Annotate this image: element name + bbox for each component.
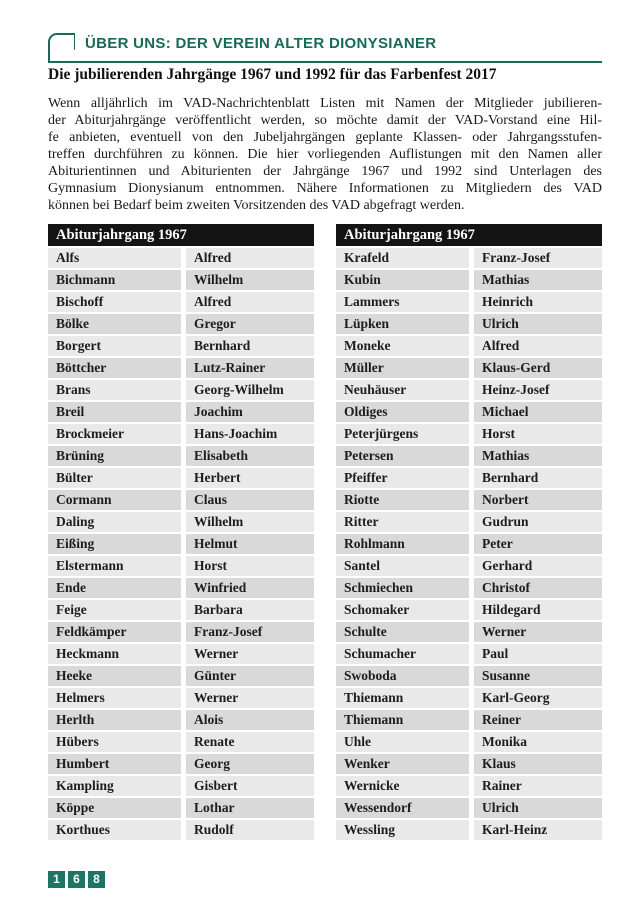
lastname-cell: Borgert [48,336,181,356]
firstname-cell: Franz-Josef [474,248,602,268]
table-row [48,666,314,686]
lastname-cell: Hübers [48,732,181,752]
lastname-cell: Daling [48,512,181,532]
firstname-cell: Alfred [186,292,314,312]
section-header-title: ÜBER UNS: DER VEREIN ALTER DIONYSIANER [85,35,437,52]
firstname-cell: Günter [186,666,314,686]
firstname-cell: Lothar [186,798,314,818]
table-row [48,776,314,796]
page-number-digit: 8 [88,871,105,888]
firstname-cell: Joachim [186,402,314,422]
header-divider [48,61,602,63]
lastname-cell: Moneke [336,336,469,356]
table-row [336,600,602,620]
lastname-cell: Bölke [48,314,181,334]
firstname-cell: Peter [474,534,602,554]
firstname-cell: Mathias [474,270,602,290]
table-row [336,710,602,730]
firstname-cell: Norbert [474,490,602,510]
firstname-cell: Werner [474,622,602,642]
table-row [48,600,314,620]
table-row [336,798,602,818]
firstname-cell: Elisabeth [186,446,314,466]
firstname-cell: Bernhard [186,336,314,356]
firstname-cell: Heinz-Josef [474,380,602,400]
table-abiturjahrgang-1967-left [48,224,314,840]
lastname-cell: Breil [48,402,181,422]
table-row [336,688,602,708]
firstname-cell: Wilhelm [186,512,314,532]
table-row [48,248,314,268]
lastname-cell: Rohlmann [336,534,469,554]
firstname-cell: Klaus [474,754,602,774]
lastname-cell: Wessling [336,820,469,840]
lastname-cell: Herlth [48,710,181,730]
table-row [48,380,314,400]
paragraph-line: Gymnasium Dionysianum entnommen. Nähere Informationen zu Mitgliedern des VAD [48,181,602,196]
firstname-cell: Reiner [474,710,602,730]
table-row [48,644,314,664]
firstname-cell: Rudolf [186,820,314,840]
firstname-cell: Karl-Heinz [474,820,602,840]
article-title: Die jubilierenden Jahrgänge 1967 und 1992 für das Farbenfest 2017 [48,66,497,83]
firstname-cell: Rainer [474,776,602,796]
lastname-cell: Müller [336,358,469,378]
tables-container [48,224,602,840]
table-row [48,446,314,466]
firstname-cell: Ulrich [474,798,602,818]
table-row [336,556,602,576]
table-row [336,644,602,664]
table-row [48,512,314,532]
table-row [336,402,602,422]
folder-tab-icon [48,33,75,63]
table-row [336,336,602,356]
firstname-cell: Werner [186,644,314,664]
lastname-cell: Wernicke [336,776,469,796]
table-row [336,468,602,488]
lastname-cell: Feige [48,600,181,620]
lastname-cell: Bülter [48,468,181,488]
lastname-cell: Alfs [48,248,181,268]
firstname-cell: Gisbert [186,776,314,796]
lastname-cell: Brockmeier [48,424,181,444]
firstname-cell: Claus [186,490,314,510]
lastname-cell: Brüning [48,446,181,466]
table-row [48,402,314,422]
lastname-cell: Thiemann [336,710,469,730]
table-row [48,314,314,334]
firstname-cell: Horst [474,424,602,444]
table-row [336,534,602,554]
firstname-cell: Wilhelm [186,270,314,290]
lastname-cell: Ritter [336,512,469,532]
page-number-digit: 6 [68,871,85,888]
firstname-cell: Winfried [186,578,314,598]
table-row [336,446,602,466]
page-number [48,871,105,888]
table-row [336,732,602,752]
lastname-cell: Eißing [48,534,181,554]
table-row [48,292,314,312]
paragraph-line: fe anbieten, eventuell von den Jubeljahrgängen geplante Klassen- oder Jahrgangsstufen- [48,130,602,145]
lastname-cell: Heeke [48,666,181,686]
lastname-cell: Petersen [336,446,469,466]
firstname-cell: Heinrich [474,292,602,312]
table-row [336,292,602,312]
lastname-cell: Schulte [336,622,469,642]
lastname-cell: Wessendorf [336,798,469,818]
article-paragraph [48,95,602,214]
firstname-cell: Alfred [186,248,314,268]
firstname-cell: Gerhard [474,556,602,576]
section-header [48,32,602,63]
lastname-cell: Oldiges [336,402,469,422]
lastname-cell: Elstermann [48,556,181,576]
firstname-cell: Klaus-Gerd [474,358,602,378]
lastname-cell: Brans [48,380,181,400]
paragraph-line: der Abiturjahrgänge veröffentlicht werden, so möchte damit der VAD-Vorstand eine Hil- [48,113,602,128]
lastname-cell: Lüpken [336,314,469,334]
table-row [336,754,602,774]
lastname-cell: Heckmann [48,644,181,664]
firstname-cell: Georg-Wilhelm [186,380,314,400]
firstname-cell: Monika [474,732,602,752]
table-row [336,270,602,290]
firstname-cell: Hans-Joachim [186,424,314,444]
table-row [336,776,602,796]
lastname-cell: Swoboda [336,666,469,686]
table-row [336,512,602,532]
firstname-cell: Mathias [474,446,602,466]
table-row [336,380,602,400]
lastname-cell: Lammers [336,292,469,312]
table-abiturjahrgang-1967-right [336,224,602,840]
firstname-cell: Christof [474,578,602,598]
lastname-cell: Pfeiffer [336,468,469,488]
firstname-cell: Gudrun [474,512,602,532]
lastname-cell: Santel [336,556,469,576]
firstname-cell: Werner [186,688,314,708]
table-row [48,798,314,818]
table-row [48,490,314,510]
firstname-cell: Horst [186,556,314,576]
table-row [48,622,314,642]
table-row [336,578,602,598]
table-row [48,710,314,730]
firstname-cell: Alois [186,710,314,730]
paragraph-line: Wenn alljährlich im VAD-Nachrichtenblatt Listen mit Namen der Mitglieder jubilieren- [48,96,602,111]
firstname-cell: Lutz-Rainer [186,358,314,378]
firstname-cell: Barbara [186,600,314,620]
firstname-cell: Gregor [186,314,314,334]
table-row [336,248,602,268]
lastname-cell: Schmiechen [336,578,469,598]
table-row [48,358,314,378]
lastname-cell: Cormann [48,490,181,510]
table-row [336,622,602,642]
table-header: Abiturjahrgang 1967 [48,224,314,246]
table-row [48,336,314,356]
lastname-cell: Korthues [48,820,181,840]
table-row [48,424,314,444]
firstname-cell: Georg [186,754,314,774]
lastname-cell: Humbert [48,754,181,774]
table-row [48,534,314,554]
lastname-cell: Böttcher [48,358,181,378]
firstname-cell: Herbert [186,468,314,488]
lastname-cell: Uhle [336,732,469,752]
firstname-cell: Ulrich [474,314,602,334]
firstname-cell: Bernhard [474,468,602,488]
firstname-cell: Paul [474,644,602,664]
firstname-cell: Franz-Josef [186,622,314,642]
paragraph-line: Abiturientinnen und Abiturienten der Jahrgänge 1967 und 1992 sind Unterlagen des [48,164,602,179]
table-row [48,820,314,840]
lastname-cell: Thiemann [336,688,469,708]
firstname-cell: Renate [186,732,314,752]
firstname-cell: Karl-Georg [474,688,602,708]
lastname-cell: Neuhäuser [336,380,469,400]
table-row [48,556,314,576]
table-row [48,270,314,290]
lastname-cell: Helmers [48,688,181,708]
lastname-cell: Riotte [336,490,469,510]
lastname-cell: Bischoff [48,292,181,312]
firstname-cell: Michael [474,402,602,422]
table-row [336,820,602,840]
table-row [48,578,314,598]
table-row [336,314,602,334]
table-row [336,666,602,686]
lastname-cell: Wenker [336,754,469,774]
lastname-cell: Kampling [48,776,181,796]
paragraph-line: treffen durchführen zu können. Die hier vorliegenden Auflistungen mit den Namen aller [48,147,602,162]
lastname-cell: Köppe [48,798,181,818]
page-number-digit: 1 [48,871,65,888]
table-row [336,490,602,510]
lastname-cell: Peterjürgens [336,424,469,444]
table-rows [336,248,602,840]
table-row [48,688,314,708]
table-rows [48,248,314,840]
table-row [336,358,602,378]
lastname-cell: Ende [48,578,181,598]
lastname-cell: Schumacher [336,644,469,664]
table-row [48,754,314,774]
lastname-cell: Krafeld [336,248,469,268]
lastname-cell: Bichmann [48,270,181,290]
table-row [48,468,314,488]
table-row [336,424,602,444]
firstname-cell: Susanne [474,666,602,686]
lastname-cell: Feldkämper [48,622,181,642]
lastname-cell: Schomaker [336,600,469,620]
paragraph-line: können bei Bedarf beim zweiten Vorsitzenden des VAD abgefragt werden. [48,198,465,213]
firstname-cell: Alfred [474,336,602,356]
table-row [48,732,314,752]
firstname-cell: Hildegard [474,600,602,620]
table-header: Abiturjahrgang 1967 [336,224,602,246]
firstname-cell: Helmut [186,534,314,554]
lastname-cell: Kubin [336,270,469,290]
